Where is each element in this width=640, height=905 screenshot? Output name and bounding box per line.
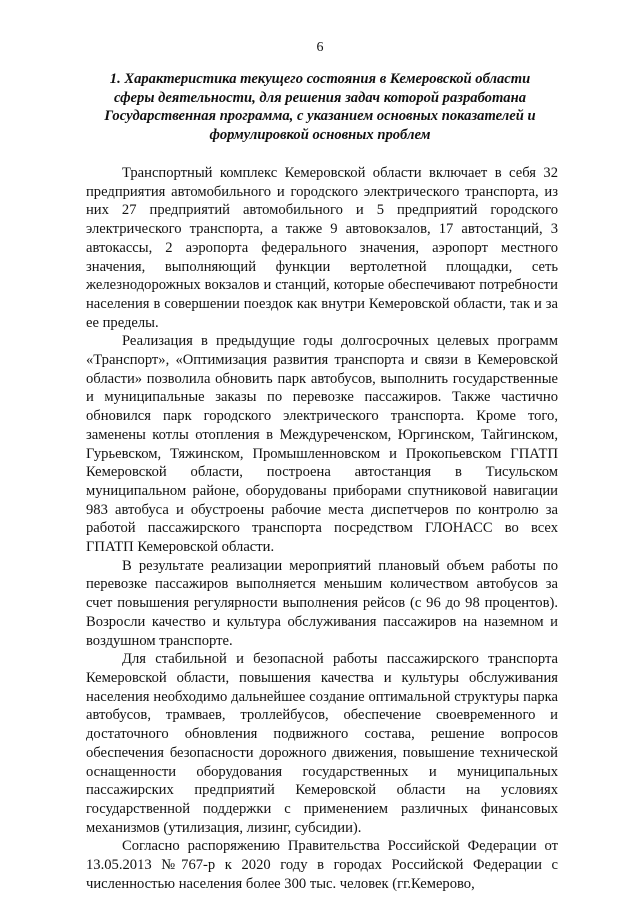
paragraph: Согласно распоряжению Правительства Российской Федерации от 13.05.2013 №767-р к 2020 году в городах Российской Федерации с численностью населения более 300 тыс. человек (гг.Кемерово,	[86, 838, 558, 892]
section-heading: 1. Характеристика текущего состояния в Кемеровской области сферы деятельности, для решения задач которой разработана Государственная программа, с указанием основных показателей и формулировкой основных проблем	[104, 71, 536, 143]
paragraph: Реализация в предыдущие годы долгосрочных целевых программ «Транспорт», «Оптимизация развития транспорта и связи в Кемеровской области» позволила обновить парк автобусов, выполнить государственные и муниципальные заказы по перевозке пассажиров. Также частично обновился парк городского электрического транспорта. Кроме того, заменены котлы отопления в Междуреченском, Юргинском, Тайгинском, Гурьевском, Тяжинском, Промышленновском и Прокопьевском ГПАТП Кемеровской области, построена автостанция в Тисульском муниципальном районе, оборудованы приборами спутниковой навигации 983 автобуса и обустроены рабочие места диспетчеров по контролю за работой пассажирского транспорта посредством ГЛОНАСС во всех ГПАТП Кемеровской области.	[86, 333, 558, 556]
paragraph: В результате реализации мероприятий плановый объем работы по перевозке пассажиров выполняется меньшим количеством автобусов за счет повышения регулярности выполнения рейсов (с 96 до 98 процентов). Возросли качество и культура обслуживания пассажиров на наземном и воздушном транспорте.	[86, 557, 558, 649]
paragraph: Для стабильной и безопасной работы пассажирского транспорта Кемеровской области, повышения качества и культуры обслуживания населения необходимо дальнейшее создание оптимальной структуры парка автобусов, трамваев, троллейбусов, обеспечение своевременного и достаточного обновления подвижного состава, решение вопросов обеспечения безопасности дорожного движения, повышение технической оснащенности оборудования государственных и муниципальных пассажирских предприятий Кемеровской области на условиях государственной поддержки с применением различных финансовых механизмов (утилизация, лизинг, субсидии).	[86, 651, 558, 836]
page-number: 6	[316, 40, 324, 55]
paragraph: Транспортный комплекс Кемеровской области включает в себя 32 предприятия автомобильного и городского электрического транспорта, из них 27 предприятий автомобильного и 5 предприятий городского электрического транспорта, а также 9 автовокзалов, 17 автостанций, 3 автокассы, 2 аэропорта федерального значения, аэропорт местного значения, выполняющий функции вертолетной площадки, сеть железнодорожных вокзалов и станций, которые обеспечивают потребности населения в совершении поездок как внутри Кемеровской области, так и за ее пределы.	[86, 165, 558, 331]
section-body	[86, 164, 558, 893]
